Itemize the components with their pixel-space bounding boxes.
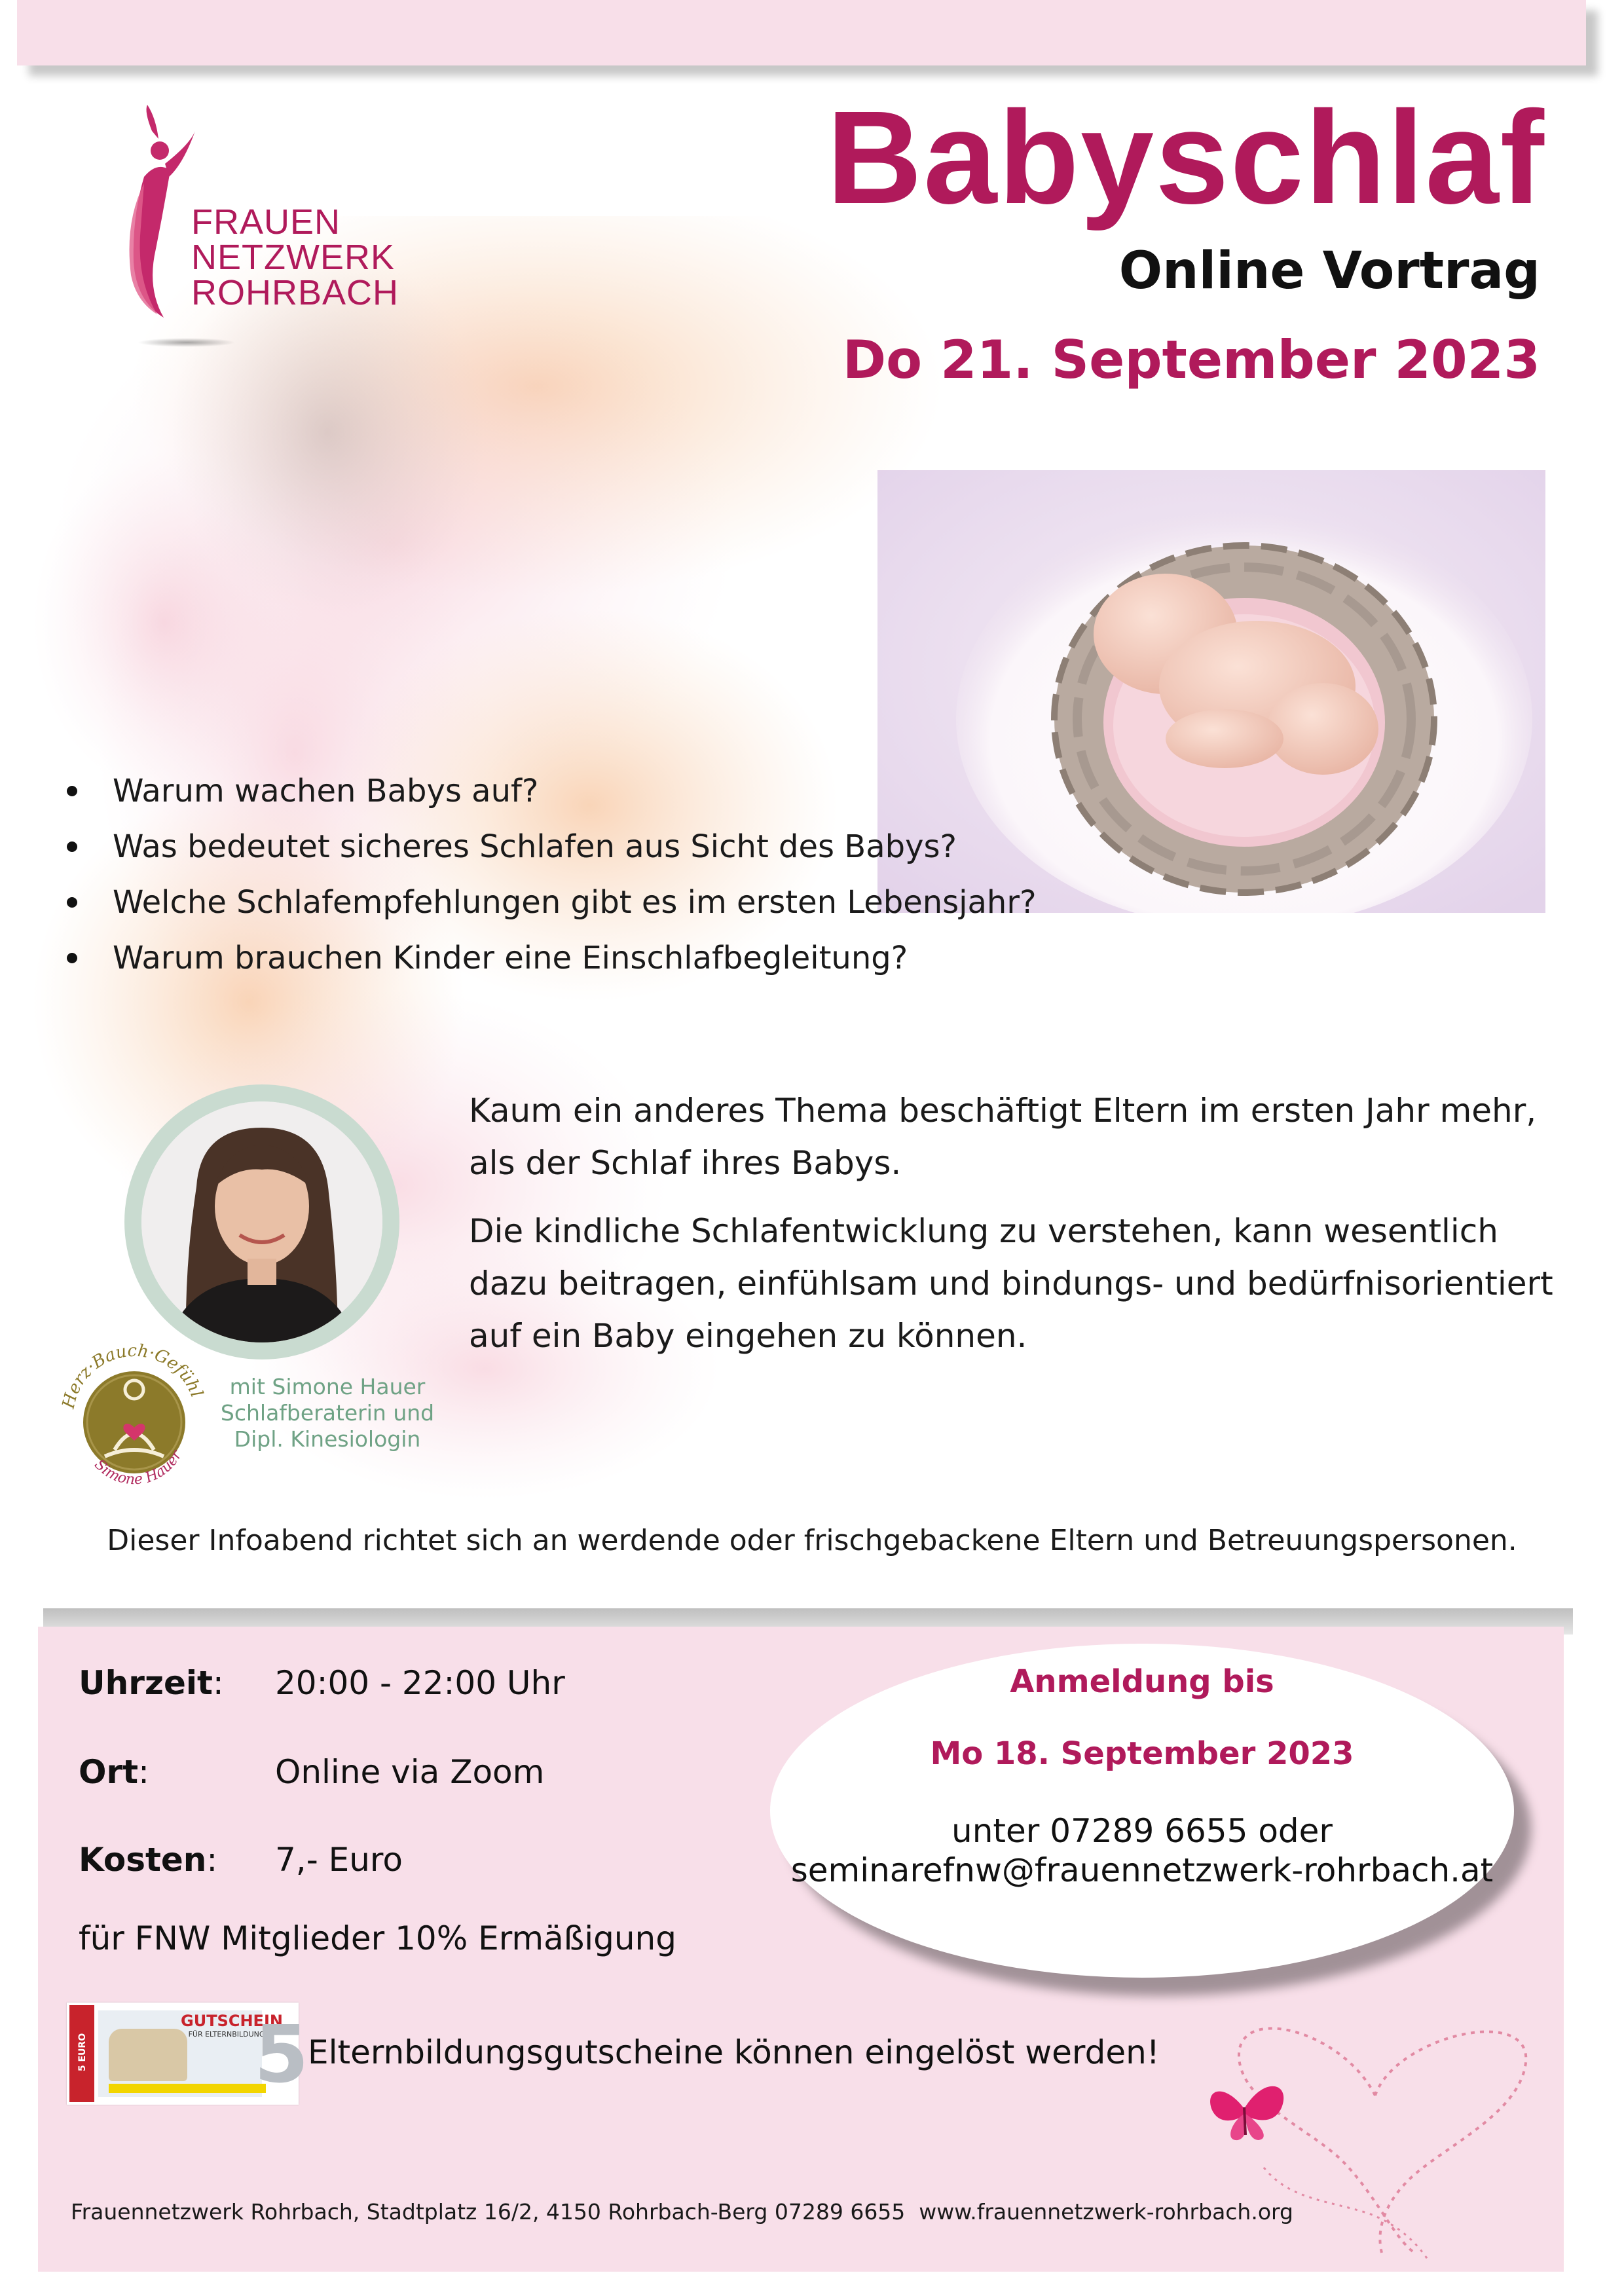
- herz-bauch-gefuehl-logo: [59, 1339, 210, 1493]
- registration-email[interactable]: seminarefnw@frauennetzwerk-rohrbach.at: [790, 1851, 1494, 1889]
- butterfly-icon: [1210, 2086, 1283, 2140]
- place-label: Ort:: [79, 1753, 149, 1791]
- topic-bullet-list: [63, 764, 1176, 986]
- footer-address: Frauennetzwerk Rohrbach, Stadtplatz 16/2, 4150 Rohrbach-Berg 07289 6655 www.frauennetzwerk-rohrbach.org: [71, 2199, 1293, 2225]
- member-discount: für FNW Mitglieder 10% Ermäßigung: [79, 1919, 676, 1957]
- intro-paragraph-2: Die kindliche Schlafentwicklung zu verstehen, kann wesentlich dazu beitragen, einfühlsam und bindungs- und bedürfnisorientiert auf ein Baby eingehen zu können.: [469, 1212, 1553, 1355]
- frauennetzwerk-logo: [118, 105, 399, 354]
- speaker-line-3: Dipl. Kinesiologin: [234, 1426, 421, 1452]
- voucher-title: GUTSCHEIN: [181, 2012, 283, 2030]
- cost-value: 7,- Euro: [275, 1841, 403, 1879]
- time-value: 20:00 - 22:00 Uhr: [275, 1664, 565, 1702]
- logo-line-2: NETZWERK: [191, 238, 395, 277]
- dancer-figure-icon: [118, 105, 196, 321]
- voucher-text: Elternbildungsgutscheine können eingelöst werden!: [308, 2033, 1160, 2071]
- top-band: [17, 0, 1586, 65]
- bullet-icon: [67, 786, 77, 796]
- voucher-side-label: 5 EURO: [77, 2033, 88, 2072]
- page-subtitle: Online Vortrag: [1118, 242, 1540, 301]
- badge-top-text: Herz·Bauch·Gefühl: [59, 1340, 207, 1411]
- place-value: Online via Zoom: [275, 1753, 545, 1791]
- logo-line-1: FRAUEN: [191, 202, 341, 242]
- cost-label: Kosten:: [79, 1841, 218, 1879]
- registration-heading: Anmeldung bis: [1010, 1663, 1274, 1700]
- intro-text: [469, 1084, 1576, 1378]
- badge-bottom-text: Simone Hauer: [91, 1447, 185, 1488]
- list-item: Warum brauchen Kinder eine Einschlafbegleitung?: [63, 931, 1176, 986]
- voucher-number: 5: [254, 2010, 309, 2101]
- speaker-line-1: mit Simone Hauer: [229, 1374, 426, 1399]
- time-label: Uhrzeit:: [79, 1664, 224, 1702]
- voucher-subtitle: FÜR ELTERNBILDUNG: [188, 2030, 265, 2039]
- intro-paragraph-1: Kaum ein anderes Thema beschäftigt Eltern im ersten Jahr mehr, als der Schlaf ihres Babys.: [469, 1092, 1537, 1182]
- page-title: Babyschlaf: [826, 83, 1545, 231]
- voucher-image: [67, 2003, 309, 2105]
- event-date: Do 21. September 2023: [842, 329, 1540, 390]
- bullet-icon: [67, 841, 77, 852]
- logo-shadow: [138, 338, 236, 347]
- list-item: Warum wachen Babys auf?: [63, 764, 1176, 819]
- registration-phone: unter 07289 6655 oder: [951, 1812, 1333, 1850]
- registration-deadline: Mo 18. September 2023: [930, 1735, 1354, 1772]
- list-item: Welche Schlafempfehlungen gibt es im ersten Lebensjahr?: [63, 875, 1176, 931]
- target-audience-text: Dieser Infoabend richtet sich an werdende oder frischgebackene Eltern und Betreuungspersonen.: [107, 1524, 1517, 1557]
- bullet-icon: [67, 953, 77, 963]
- speaker-line-2: Schlafberaterin und: [220, 1400, 435, 1426]
- portrait-photo: [141, 1101, 382, 1342]
- bullet-icon: [67, 897, 77, 908]
- speaker-portrait: [124, 1084, 399, 1359]
- list-item: Was bedeutet sicheres Schlafen aus Sicht des Babys?: [63, 819, 1176, 875]
- speaker-credit: [210, 1374, 445, 1452]
- logo-line-3: ROHRBACH: [191, 273, 399, 312]
